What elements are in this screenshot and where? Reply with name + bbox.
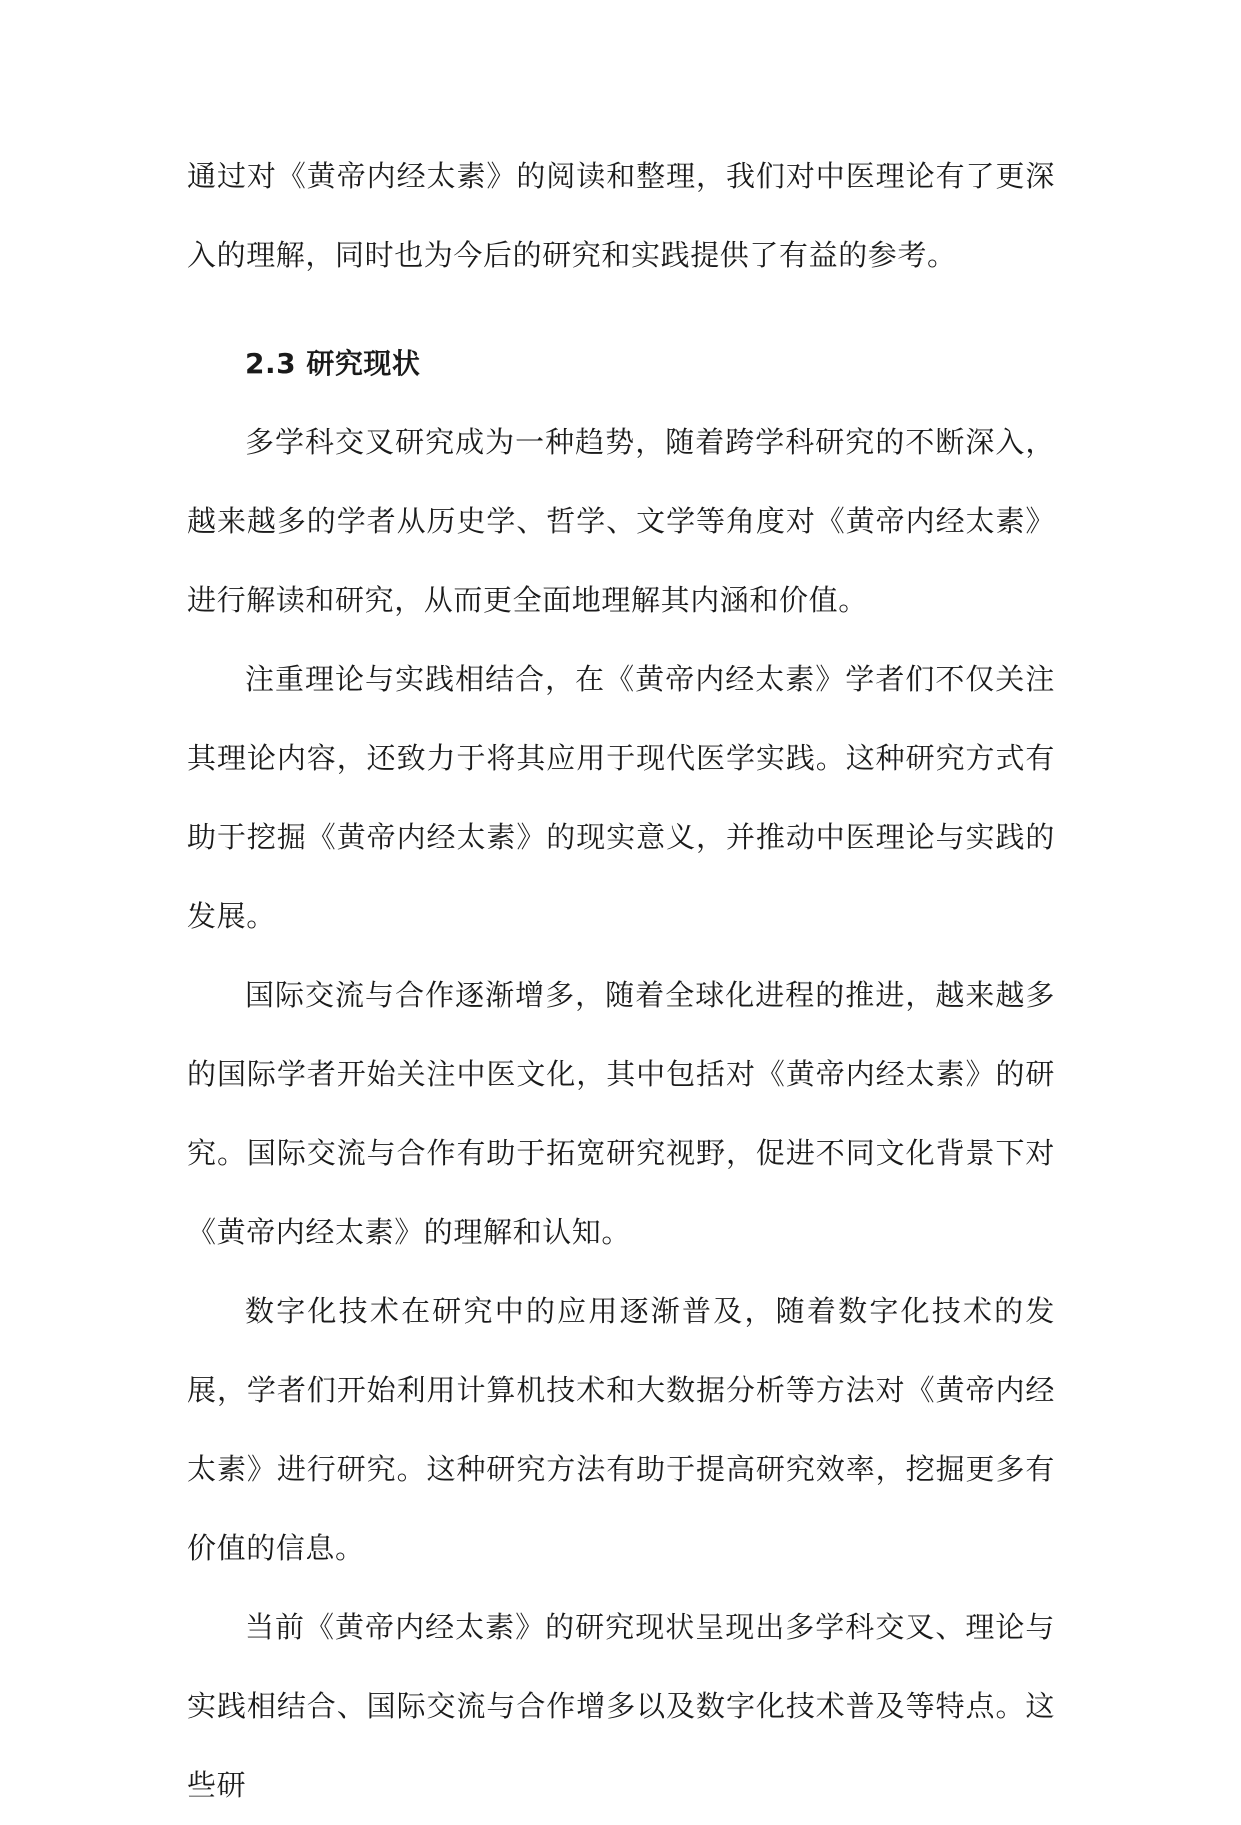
paragraph-international-exchange: 国际交流与合作逐渐增多，随着全球化进程的推进，越来越多的国际学者开始关注中医文化，其中包括对《黄帝内经太素》的研究。国际交流与合作有助于拓宽研究视野，促进不同文化背景下对《黄帝内经太素》的理解和认知。 <box>187 978 1055 1249</box>
paragraph-theory-practice: 注重理论与实践相结合，在《黄帝内经太素》学者们不仅关注其理论内容，还致力于将其应用于现代医学实践。这种研究方式有助于挖掘《黄帝内经太素》的现实意义，并推动中医理论与实践的发展。 <box>187 662 1055 933</box>
document-body <box>187 137 1055 1825</box>
paragraph-digital-technology: 数字化技术在研究中的应用逐渐普及，随着数字化技术的发展，学者们开始利用计算机技术和大数据分析等方法对《黄帝内经太素》进行研究。这种研究方法有助于提高研究效率，挖掘更多有价值的信息。 <box>187 1294 1055 1565</box>
section-heading: 2.3 研究现状 <box>245 347 421 380</box>
paragraph-continuation: 通过对《黄帝内经太素》的阅读和整理，我们对中医理论有了更深入的理解，同时也为今后的研究和实践提供了有益的参考。 <box>187 159 1055 272</box>
paragraph-interdisciplinary: 多学科交叉研究成为一种趋势，随着跨学科研究的不断深入，越来越多的学者从历史学、哲学、文学等角度对《黄帝内经太素》进行解读和研究，从而更全面地理解其内涵和价值。 <box>187 425 1055 617</box>
paragraph-summary: 当前《黄帝内经太素》的研究现状呈现出多学科交叉、理论与实践相结合、国际交流与合作增多以及数字化技术普及等特点。这些研 <box>187 1610 1055 1802</box>
